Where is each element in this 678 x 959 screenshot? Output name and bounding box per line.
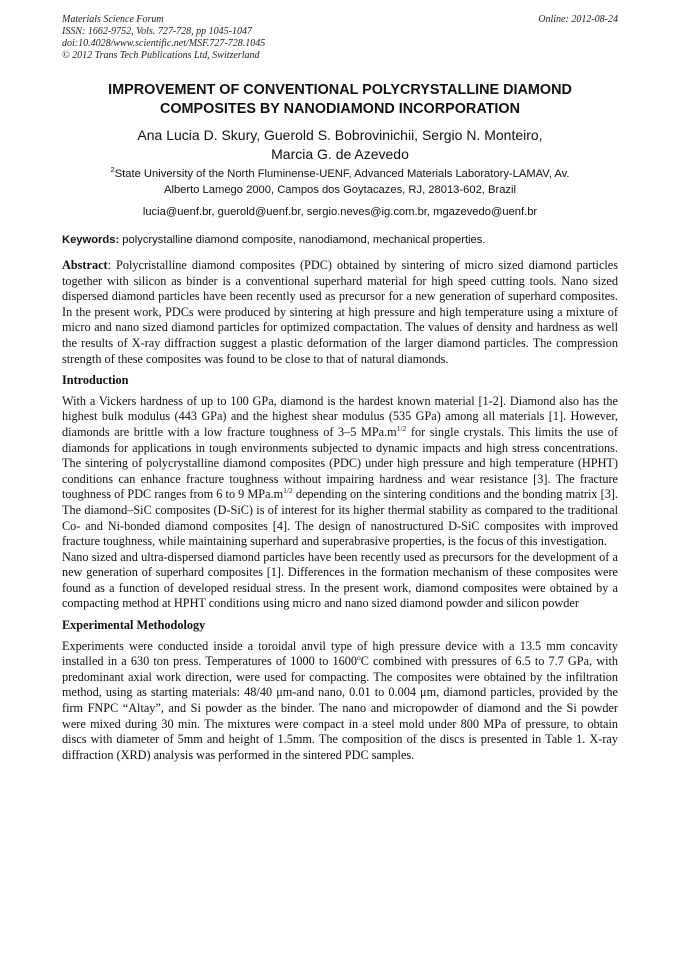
abstract-label: Abstract: [62, 258, 108, 272]
affiliation: [62, 166, 618, 198]
header-copyright: © 2012 Trans Tech Publications Ltd, Switzerland: [62, 50, 260, 61]
author-emails: lucia@uenf.br, guerold@uenf.br, sergio.neves@ig.com.br, mgazevedo@uenf.br: [142, 206, 538, 218]
header-issn: ISSN: 1662-9752, Vols. 727-728, pp 1045-1047: [62, 26, 252, 37]
superscript: 1/2: [396, 423, 407, 433]
experimental-paragraph-1: [62, 639, 618, 764]
keywords-text: polycrystalline diamond composite, nanodiamond, mechanical properties.: [119, 234, 486, 246]
text-run: depending on the sintering conditions and the bonding matrix [3]. The diamond–SiC composites (D-SiC) is of interest for its higher thermal stability as compared to the traditional Co- and Ni-bonded diamond composites [4]. The design of nanostructured D-SiC composites with improved fracture toughness, while maintaining superhard and superabrasive properties, is the focus of this investigation.: [62, 487, 618, 549]
author-list: [62, 126, 618, 164]
section-heading-experimental: Experimental Methodology: [62, 618, 206, 633]
journal-header: [62, 14, 618, 62]
superscript: o: [356, 653, 361, 663]
authors-line: Ana Lucia D. Skury, Guerold S. Bobrovinichii, Sergio N. Monteiro,: [137, 127, 543, 143]
abstract-paragraph: [62, 258, 618, 367]
affiliation-line: [62, 166, 618, 182]
affiliation-text: State University of the North Fluminense-UENF, Advanced Materials Laboratory-LAMAV, Av.: [114, 168, 570, 180]
introduction-paragraph-2: Nano sized and ultra-dispersed diamond particles have been recently used as precursors for the development of a new generation of superhard composites [1]. Differences in the formation mechanism of these composites were found as a function of developed residual stress. In the present work, diamond composites were obtained by a compacting method at HPHT conditions using micro and nano sized diamond powder and silicon powder: [62, 549, 618, 611]
introduction-paragraph-1: [62, 394, 618, 550]
paper-body: [62, 258, 618, 763]
affiliation-superscript: 2: [110, 165, 115, 174]
title-line: IMPROVEMENT OF CONVENTIONAL POLYCRYSTALLINE DIAMOND: [108, 82, 572, 98]
paper-title: [62, 81, 618, 119]
text-run: C combined with pressures of 6.5 to 7.7 GPa, with predominant axial work direction, were used for compacting. The composites were obtained by the infiltration method, using as starting materials: 48/40 μm-and nano, 0.01 to 0.004 μm, diamond particles, provided by the firm FNPC “Altay”, and Si powder as the binder. The nano and micropowder of diamond and the Si powder were mixed during 30 min. The mixtures were compact in a steel mold under 800 MPa of pressure, to obtain discs with diameter of 5mm and height of 1.5mm. The composition of the discs is presented in Table 1. X-ray diffraction (XRD) analysis was performed in the sintered PDC samples.: [62, 654, 618, 762]
text-run: Experiments were conducted inside a toroidal anvil type of high pressure device with a 13.5 mm concavity installed in a 630 ton press. Temperatures of 1000 to 1600: [62, 638, 618, 669]
text-run: for single crystals. This limits the use of diamonds for applications in tough environments subjected to dynamic impacts and high stress concentrations. The sintering of polycrystalline diamond composites (PDC) under high pressure and high temperature (HPHT) conditions can enhance fracture toughness without impairing hardness and wear resistance [3]. The fracture toughness of PDC ranges from 6 to 9 MPa.m: [62, 424, 618, 502]
keywords: [62, 233, 618, 248]
authors-line: Marcia G. de Azevedo: [271, 146, 409, 162]
keywords-label: Keywords:: [62, 234, 120, 246]
header-doi: doi:10.4028/www.scientific.net/MSF.727-728.1045: [62, 38, 266, 49]
header-journal-name: Materials Science Forum: [62, 14, 164, 25]
affiliation-line: Alberto Lamego 2000, Campos dos Goytacazes, RJ, 28013-602, Brazil: [164, 184, 516, 196]
abstract-text: : Polycristalline diamond composites (PDC) obtained by sintering of micro sized diamond particles together with silicon as binder is a conventional superhard material for high speed cutting tools. Nano sized dispersed diamond particles have been recently used as precursor for a new generation of superhard composites. In the present work, PDCs were produced by sintering at high pressure and high temperature using a mixture of micro and nano sized diamond particles for optimized compactation. The values of density and hardness as well the results of X-ray diffraction suggest a plastic deformation of the larger diamond particles. The compression strength of these composites was found to be close to that of natural diamonds.: [62, 258, 618, 366]
text-run: With a Vickers hardness of up to 100 GPa, diamond is the hardest known material [1-2]. Diamond also has the highest bulk modulus (443 GPa) and the highest shear modulus (535 GPa) among all materials [1]. However, diamonds are brittle with a low fracture toughness of 3–5 MPa.m: [62, 393, 618, 439]
section-heading-introduction: Introduction: [62, 373, 129, 388]
title-line: COMPOSITES BY NANODIAMOND INCORPORATION: [159, 101, 521, 117]
header-online-date: Online: 2012-08-24: [538, 14, 618, 25]
superscript: 1/2: [283, 486, 293, 496]
